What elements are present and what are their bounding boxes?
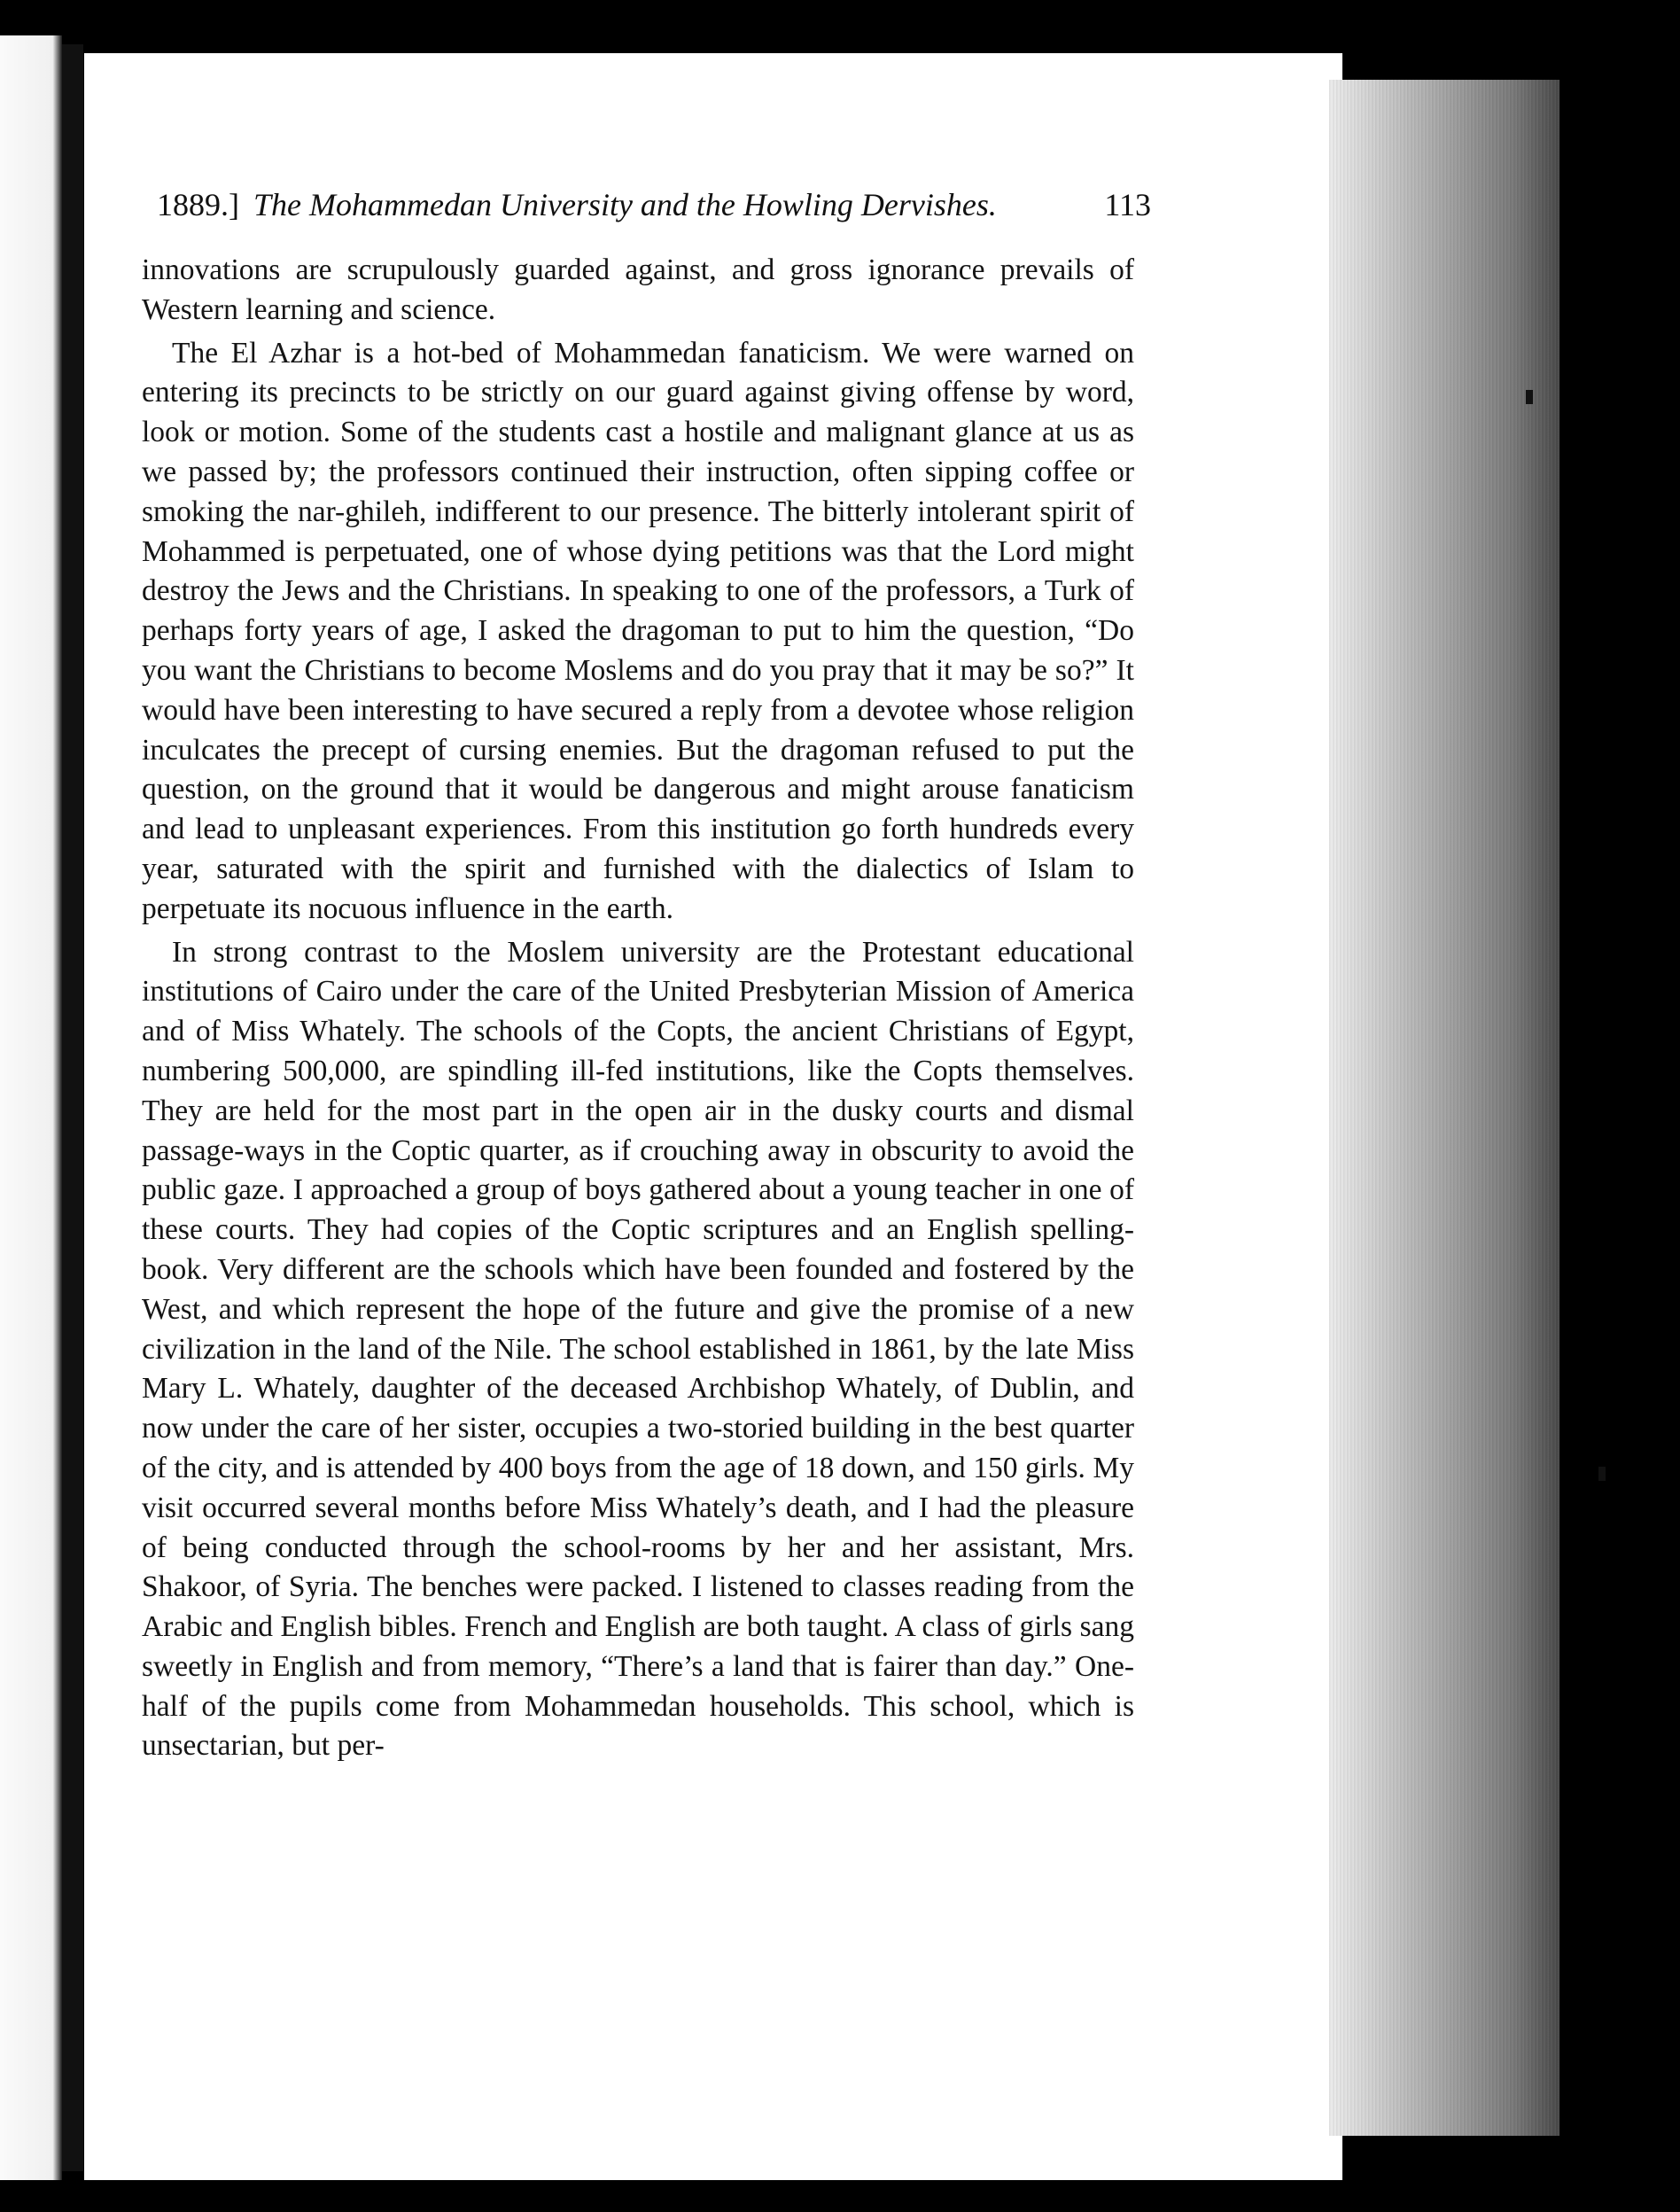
edge-speck [1526, 390, 1533, 404]
page-fore-edge [1329, 80, 1559, 2136]
page-number: 113 [1104, 187, 1151, 222]
paragraph-protestant-schools: In strong contrast to the Moslem university are the Protestant educational institutions of Cairo under the care of the United Presbyterian Mission of America and of Miss Whately. The schools of the Copts, the ancient Christians of Egypt, numbering 500,000, are spindling ill-fed institutions, like the Copts themselves. They are held for the most part in the open air in the dusky courts and dismal passage-ways in the Coptic quarter, as if crouching away in obscurity to avoid the public gaze. I approached a group of boys gathered about a young teacher in one of these courts. They had copies of the Coptic scriptures and an English spelling-book. Very different are the schools which have been founded and fostered by the West, and which represent the hope of the future and give the promise of a new civilization in the land of the Nile. The school established in 1861, by the late Miss Mary L. Whately, daughter of the deceased Archbishop Whately, of Dublin, and now under the care of her sister, occupies a two-storied building in the best quarter of the city, and is attended by 400 boys from the age of 18 down, and 150 girls. My visit occurred several months before Miss Whately’s death, and I had the pleasure of being conducted through the school-rooms by her and her assistant, Mrs. Shakoor, of Syria. The benches were packed. I listened to classes reading from the Arabic and English bibles. French and English are both taught. A class of girls sang sweetly in English and from memory, “There’s a land that is fairer than day.” One-half of the pupils come from Mohammedan households. This school, which is unsectarian, but per- [142, 935, 1134, 1763]
paragraph-el-azhar: The El Azhar is a hot-bed of Mohammedan fanaticism. We were warned on entering its precincts to be strictly on our guard against giving offense by word, look or motion. Some of the students cast a hostile and malignant glance at us as we passed by; the professors continued their instruction, often sipping coffee or smoking the nar-ghileh, indifferent to our presence. The bitterly intolerant spirit of Mohammed is perpetuated, one of whose dying petitions was that the Lord might destroy the Jews and the Christians. In speaking to one of the professors, a Turk of perhaps forty years of age, I asked the dragoman to put to him the question, “Do you want the Christians to become Moslems and do you pray that it may be so?” It would have been interesting to have secured a reply from a devotee whose religion inculcates the precept of cursing enemies. But the dragoman refused to put the question, on the ground that it would be dangerous and might arouse fanaticism and lead to unpleasant experiences. From this institution go forth hundreds every year, saturated with the spirit and furnished with the dialectics of Islam to perpetuate its nocuous influence in the earth. [142, 336, 1134, 925]
paragraph-continuation: innovations are scrupulously guarded against, and gross ignorance prevails of Western learning and science. [142, 253, 1134, 326]
facing-page-edge [0, 35, 62, 2180]
edge-speck [1598, 1467, 1606, 1481]
book-gutter [62, 44, 83, 2171]
header-year: 1889.] [157, 187, 239, 222]
running-header [157, 186, 1151, 223]
body-text [142, 251, 1134, 1766]
running-title: The Mohammedan University and the Howling Dervishes. [253, 187, 997, 222]
